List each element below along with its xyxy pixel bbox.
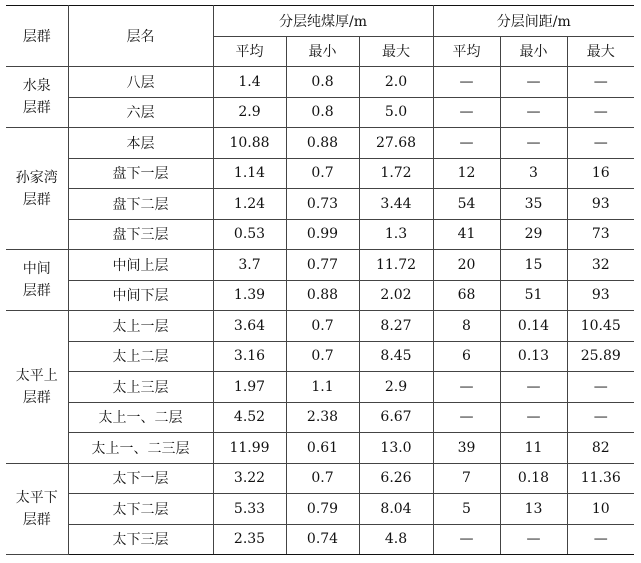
group-name-line: 孙家湾 [15, 169, 58, 186]
header-thickness-max: 最大 [359, 36, 433, 67]
group-name-line: 水泉 [22, 78, 51, 94]
value-cell-t-avg: 10.88 [213, 128, 286, 159]
value-cell-s-min: 15 [500, 250, 567, 281]
layer-name-cell: 太上一、二三层 [68, 433, 213, 464]
header-spacing-max: 最大 [567, 36, 634, 67]
value-cell-s-min: 29 [500, 219, 567, 250]
value-cell-s-max: 11.36 [567, 463, 634, 494]
value-cell-t-min: 0.77 [286, 250, 359, 281]
value-cell-t-max: 6.26 [359, 463, 433, 494]
value-cell-s-min: 0.14 [500, 311, 567, 342]
table-header [6, 6, 634, 67]
group-name-line: 层群 [22, 511, 51, 528]
value-cell-s-max: 32 [567, 250, 634, 281]
group-name-line: 层群 [22, 100, 51, 116]
group-name-line: 层群 [22, 283, 51, 299]
group-name-line: 层群 [22, 191, 51, 208]
value-cell-s-min: 51 [500, 280, 567, 311]
value-cell-s-max: — [567, 524, 634, 555]
header-thickness-min: 最小 [286, 36, 359, 67]
value-cell-t-avg: 2.35 [213, 524, 286, 555]
layer-name-cell: 中间上层 [68, 250, 213, 281]
table-row [6, 128, 634, 159]
value-cell-t-avg: 1.24 [213, 189, 286, 220]
layer-name-cell: 盘下一层 [68, 158, 213, 189]
header-thickness-avg: 平均 [213, 36, 286, 67]
value-cell-t-avg: 1.4 [213, 67, 286, 98]
value-cell-s-min: 3 [500, 158, 567, 189]
value-cell-s-max: 10 [567, 494, 634, 525]
table-row [6, 341, 634, 372]
layer-name-cell: 八层 [68, 67, 213, 98]
value-cell-s-avg: — [433, 97, 500, 128]
value-cell-t-min: 0.99 [286, 219, 359, 250]
value-cell-s-avg: — [433, 524, 500, 555]
table-row [6, 67, 634, 98]
value-cell-s-avg: 20 [433, 250, 500, 281]
table-body [6, 67, 634, 555]
value-cell-t-avg: 2.9 [213, 97, 286, 128]
value-cell-s-avg: 7 [433, 463, 500, 494]
value-cell-s-min: 0.13 [500, 341, 567, 372]
value-cell-s-max: — [567, 67, 634, 98]
value-cell-t-avg: 3.16 [213, 341, 286, 372]
group-name-cell [6, 311, 68, 464]
value-cell-s-min: — [500, 128, 567, 159]
value-cell-t-min: 0.8 [286, 97, 359, 128]
value-cell-s-avg: — [433, 67, 500, 98]
table-row [6, 372, 634, 403]
value-cell-t-max: 13.0 [359, 433, 433, 464]
value-cell-s-min: 13 [500, 494, 567, 525]
value-cell-t-avg: 4.52 [213, 402, 286, 433]
value-cell-s-avg: 8 [433, 311, 500, 342]
value-cell-s-max: 16 [567, 158, 634, 189]
value-cell-t-max: 2.02 [359, 280, 433, 311]
group-name-line: 太平上 [15, 367, 58, 384]
value-cell-s-min: — [500, 67, 567, 98]
value-cell-t-max: 8.45 [359, 341, 433, 372]
value-cell-t-min: 0.7 [286, 311, 359, 342]
header-group: 层群 [6, 6, 68, 67]
value-cell-t-min: 0.7 [286, 341, 359, 372]
layer-name-cell: 太上三层 [68, 372, 213, 403]
layer-name-cell: 盘下三层 [68, 219, 213, 250]
value-cell-t-min: 0.79 [286, 494, 359, 525]
value-cell-t-max: 2.0 [359, 67, 433, 98]
table-row [6, 250, 634, 281]
group-name-line: 层群 [22, 389, 51, 406]
value-cell-s-min: 0.18 [500, 463, 567, 494]
group-name-line: 中间 [22, 261, 51, 277]
value-cell-s-min: — [500, 372, 567, 403]
header-spacing-min: 最小 [500, 36, 567, 67]
group-name-cell [6, 128, 68, 250]
value-cell-s-avg: 12 [433, 158, 500, 189]
value-cell-t-avg: 11.99 [213, 433, 286, 464]
group-name-line: 太平下 [15, 489, 58, 506]
value-cell-t-min: 2.38 [286, 402, 359, 433]
table-row [6, 494, 634, 525]
value-cell-s-max: 93 [567, 189, 634, 220]
value-cell-t-avg: 3.64 [213, 311, 286, 342]
header-layer: 层名 [68, 6, 213, 67]
layer-name-cell: 太上二层 [68, 341, 213, 372]
value-cell-t-min: 0.88 [286, 128, 359, 159]
layer-name-cell: 中间下层 [68, 280, 213, 311]
value-cell-s-avg: 39 [433, 433, 500, 464]
value-cell-t-avg: 0.53 [213, 219, 286, 250]
value-cell-t-min: 1.1 [286, 372, 359, 403]
table-row [6, 524, 634, 555]
value-cell-t-min: 0.61 [286, 433, 359, 464]
group-name-cell [6, 463, 68, 555]
layer-name-cell: 盘下二层 [68, 189, 213, 220]
value-cell-t-min: 0.8 [286, 67, 359, 98]
table-row [6, 219, 634, 250]
value-cell-s-max: 25.89 [567, 341, 634, 372]
value-cell-t-min: 0.73 [286, 189, 359, 220]
value-cell-s-max: — [567, 372, 634, 403]
value-cell-s-min: — [500, 402, 567, 433]
value-cell-s-min: 35 [500, 189, 567, 220]
value-cell-t-avg: 3.22 [213, 463, 286, 494]
layer-name-cell: 太上一层 [68, 311, 213, 342]
value-cell-s-min: 11 [500, 433, 567, 464]
value-cell-t-avg: 5.33 [213, 494, 286, 525]
value-cell-t-max: 5.0 [359, 97, 433, 128]
value-cell-t-max: 1.3 [359, 219, 433, 250]
value-cell-s-avg: — [433, 402, 500, 433]
value-cell-t-min: 0.7 [286, 158, 359, 189]
value-cell-s-avg: 6 [433, 341, 500, 372]
value-cell-t-max: 3.44 [359, 189, 433, 220]
value-cell-s-max: 73 [567, 219, 634, 250]
value-cell-t-avg: 1.39 [213, 280, 286, 311]
layer-name-cell: 本层 [68, 128, 213, 159]
table-row [6, 463, 634, 494]
table-row [6, 311, 634, 342]
header-spacing-avg: 平均 [433, 36, 500, 67]
value-cell-s-min: — [500, 524, 567, 555]
value-cell-t-avg: 1.14 [213, 158, 286, 189]
value-cell-s-avg: — [433, 128, 500, 159]
value-cell-s-min: — [500, 97, 567, 128]
value-cell-s-avg: 68 [433, 280, 500, 311]
layer-name-cell: 太下三层 [68, 524, 213, 555]
value-cell-t-avg: 1.97 [213, 372, 286, 403]
header-thickness: 分层纯煤厚/m [213, 6, 433, 37]
value-cell-t-max: 6.67 [359, 402, 433, 433]
value-cell-s-avg: 41 [433, 219, 500, 250]
value-cell-s-avg: — [433, 372, 500, 403]
value-cell-t-max: 1.72 [359, 158, 433, 189]
table-row [6, 280, 634, 311]
value-cell-s-max: — [567, 402, 634, 433]
layer-name-cell: 六层 [68, 97, 213, 128]
group-name-cell [6, 250, 68, 311]
value-cell-t-max: 4.8 [359, 524, 433, 555]
table-row [6, 97, 634, 128]
value-cell-s-avg: 5 [433, 494, 500, 525]
value-cell-t-max: 8.04 [359, 494, 433, 525]
value-cell-t-max: 2.9 [359, 372, 433, 403]
group-name-cell [6, 67, 68, 128]
table-row [6, 158, 634, 189]
layer-name-cell: 太下二层 [68, 494, 213, 525]
value-cell-t-max: 27.68 [359, 128, 433, 159]
value-cell-t-max: 8.27 [359, 311, 433, 342]
coal-seam-table [6, 5, 634, 555]
table-row [6, 189, 634, 220]
layer-name-cell: 太下一层 [68, 463, 213, 494]
value-cell-s-max: 82 [567, 433, 634, 464]
value-cell-s-max: — [567, 128, 634, 159]
table-row [6, 433, 634, 464]
value-cell-s-max: 10.45 [567, 311, 634, 342]
header-spacing: 分层间距/m [433, 6, 634, 37]
value-cell-t-min: 0.7 [286, 463, 359, 494]
value-cell-t-max: 11.72 [359, 250, 433, 281]
value-cell-t-min: 0.74 [286, 524, 359, 555]
layer-name-cell: 太上一、二层 [68, 402, 213, 433]
value-cell-t-avg: 3.7 [213, 250, 286, 281]
value-cell-s-max: — [567, 97, 634, 128]
value-cell-t-min: 0.88 [286, 280, 359, 311]
table-row [6, 402, 634, 433]
value-cell-s-avg: 54 [433, 189, 500, 220]
value-cell-s-max: 93 [567, 280, 634, 311]
